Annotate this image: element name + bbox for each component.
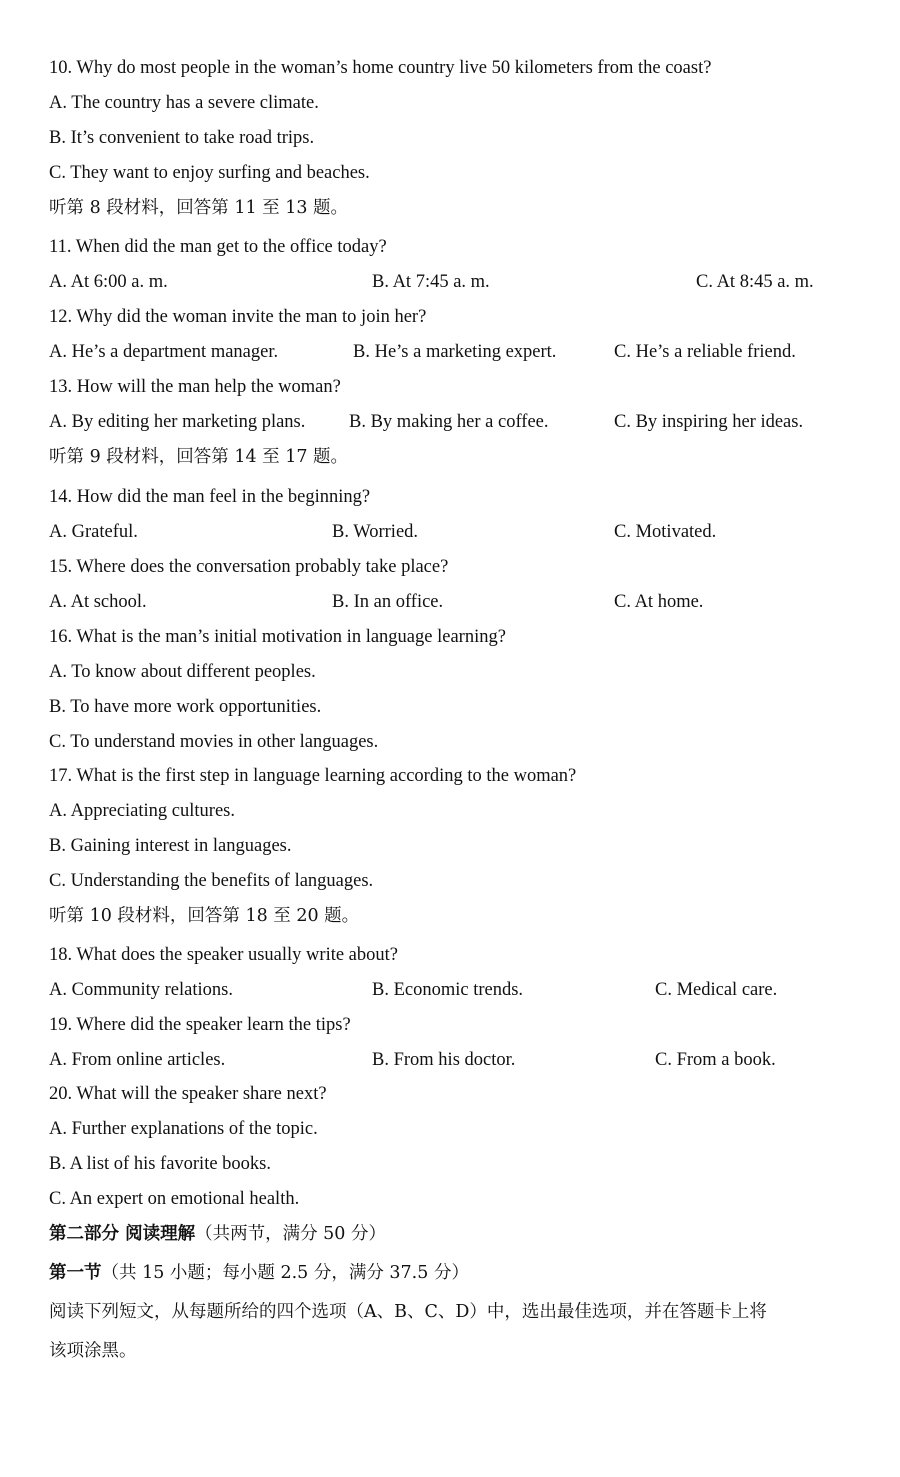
q20-option-b: B. A list of his favorite books. [49,1154,271,1174]
section-8-heading: 听第 8 段材料，回答第 11 至 13 题。 [49,198,349,218]
section-1-note: （共 15 小题；每小题 2.5 分，满分 37.5 分） [101,1263,469,1283]
question-20: 20. What will the speaker share next? [49,1084,327,1104]
q12-option-c: C. He’s a reliable friend. [614,342,796,362]
q19-option-b: B. From his doctor. [372,1050,516,1070]
q13-option-c: C. By inspiring her ideas. [614,412,804,432]
q12-option-b: B. He’s a marketing expert. [353,342,557,362]
q17-option-b: B. Gaining interest in languages. [49,836,292,856]
section-9-heading: 听第 9 段材料，回答第 14 至 17 题。 [49,447,349,467]
question-12: 12. Why did the woman invite the man to join her? [49,307,427,327]
question-18: 18. What does the speaker usually write about? [49,945,398,965]
q20-option-a: A. Further explanations of the topic. [49,1119,318,1139]
question-15: 15. Where does the conversation probably take place? [49,557,449,577]
q17-option-c: C. Understanding the benefits of languages. [49,871,374,891]
question-16: 16. What is the man’s initial motivation in language learning? [49,627,506,647]
q20-option-c: C. An expert on emotional health. [49,1189,300,1209]
section-10-heading: 听第 10 段材料，回答第 18 至 20 题。 [49,906,360,926]
q13-options-row [49,407,849,437]
q16-option-c: C. To understand movies in other languages. [49,732,379,752]
q15-options-row [49,587,849,617]
q11-option-a: A. At 6:00 a. m. [49,272,168,292]
q10-option-a: A. The country has a severe climate. [49,93,319,113]
q11-options-row [49,267,849,297]
q18-option-b: B. Economic trends. [372,980,524,1000]
q14-option-a: A. Grateful. [49,522,138,542]
part-2-heading [49,1219,386,1249]
q15-option-c: C. At home. [614,592,704,612]
part-2-title: 第二部分 阅读理解 [49,1224,196,1244]
question-11: 11. When did the man get to the office today? [49,237,387,257]
question-17: 17. What is the first step in language learning according to the woman? [49,766,577,786]
q19-option-a: A. From online articles. [49,1050,226,1070]
q16-option-a: A. To know about different peoples. [49,662,316,682]
instruction-line-1: 阅读下列短文，从每题所给的四个选项（A、B、C、D）中，选出最佳选项，并在答题卡上将 [49,1302,767,1322]
question-10: 10. Why do most people in the woman’s home country live 50 kilometers from the coast? [49,58,712,78]
q18-option-c: C. Medical care. [655,980,778,1000]
part-2-note: （共两节，满分 50 分） [195,1224,386,1244]
section-1-title: 第一节 [49,1263,102,1283]
q13-option-b: B. By making her a coffee. [349,412,549,432]
q18-options-row [49,975,849,1005]
q11-option-c: C. At 8:45 a. m. [696,272,814,292]
q16-option-b: B. To have more work opportunities. [49,697,322,717]
q12-option-a: A. He’s a department manager. [49,342,279,362]
q12-options-row [49,337,849,367]
section-1-heading [49,1258,469,1288]
question-14: 14. How did the man feel in the beginning? [49,487,371,507]
q19-options-row [49,1045,849,1075]
question-19: 19. Where did the speaker learn the tips? [49,1015,351,1035]
q13-option-a: A. By editing her marketing plans. [49,412,306,432]
q14-option-b: B. Worried. [332,522,419,542]
q15-option-a: A. At school. [49,592,147,612]
question-13: 13. How will the man help the woman? [49,377,341,397]
q19-option-c: C. From a book. [655,1050,776,1070]
q11-option-b: B. At 7:45 a. m. [372,272,490,292]
q17-option-a: A. Appreciating cultures. [49,801,235,821]
instruction-line-2: 该项涂黑。 [49,1341,137,1361]
q14-options-row [49,517,849,547]
q10-option-b: B. It’s convenient to take road trips. [49,128,315,148]
q18-option-a: A. Community relations. [49,980,233,1000]
q15-option-b: B. In an office. [332,592,444,612]
q10-option-c: C. They want to enjoy surfing and beaches. [49,163,370,183]
q14-option-c: C. Motivated. [614,522,717,542]
